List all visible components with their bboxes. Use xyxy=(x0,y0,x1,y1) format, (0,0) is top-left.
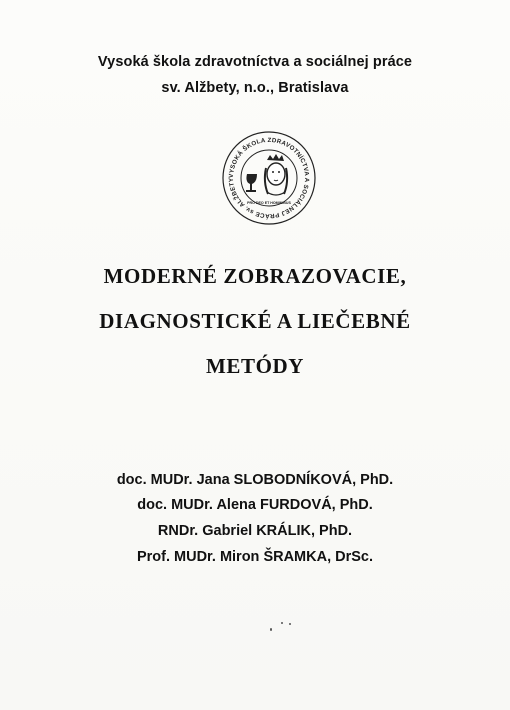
institution-location: sv. Alžbety, n.o., Bratislava xyxy=(161,80,349,96)
author-name: Prof. MUDr. Miron ŠRAMKA, DrSc. xyxy=(136,549,374,565)
book-title-line-2: DIAGNOSTICKÉ A LIEČEBNÉ xyxy=(99,309,411,333)
scan-speck xyxy=(281,622,283,624)
institution-name: Vysoká škola zdravotníctva a sociálnej práce xyxy=(97,54,413,70)
seal-ring-text: VYSOKÁ ŠKOLA ZDRAVOTNÍCTVA A SOCIÁLNEJ PRÁCE sv. ALŽBETY xyxy=(227,136,311,220)
author-name: doc. MUDr. Jana SLOBODNÍKOVÁ, PhD. xyxy=(116,472,394,488)
scan-speck xyxy=(270,628,272,631)
author-name: RNDr. Gabriel KRÁLIK, PhD. xyxy=(157,523,353,539)
book-title-line-3: METÓDY xyxy=(205,354,305,378)
scan-speck xyxy=(289,623,291,625)
university-seal-icon xyxy=(221,130,317,226)
author-name: doc. MUDr. Alena FURDOVÁ, PhD. xyxy=(137,497,373,513)
seal-inner-text: PRO DEO ET HOMINIBUS xyxy=(247,201,291,205)
book-title-line-1: MODERNÉ ZOBRAZOVACIE, xyxy=(103,264,407,288)
